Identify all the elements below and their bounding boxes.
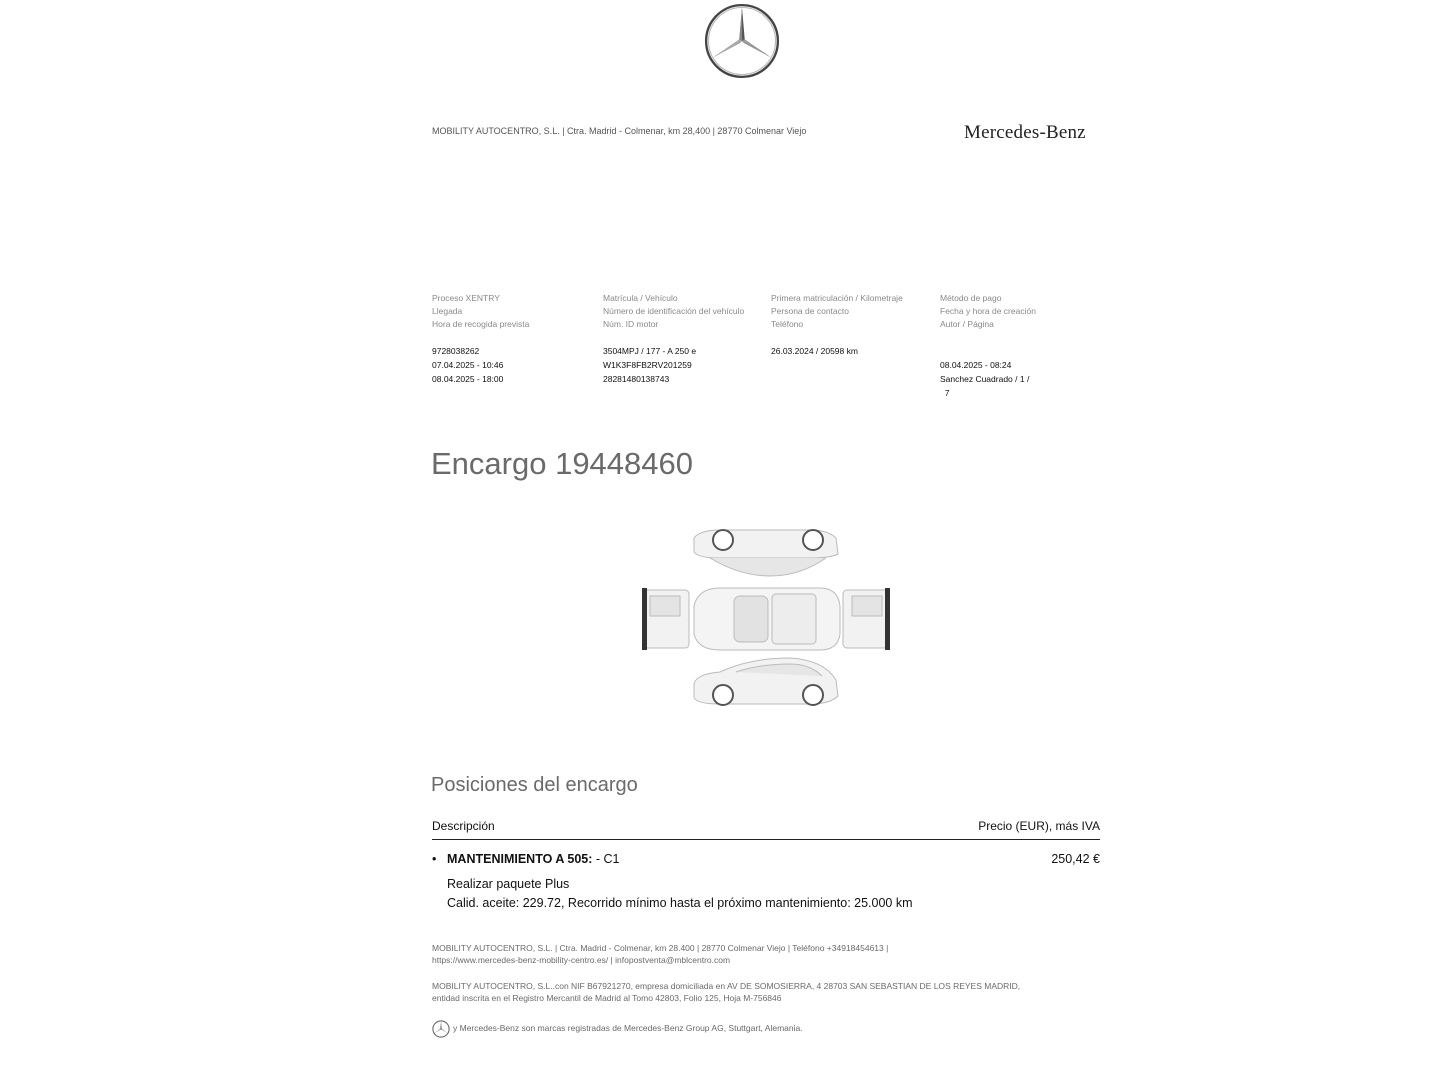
meta-value: 07.04.2025 - 10:46: [432, 360, 504, 370]
meta-column-vehicle: [603, 292, 773, 386]
footer-legal: [432, 981, 1112, 1004]
meta-value: 9728038262: [432, 346, 480, 356]
position-detail: Realizar paquete Plus: [447, 877, 570, 891]
car-side-view-top: [694, 530, 838, 576]
position-code: - C1: [592, 852, 620, 866]
meta-label: Llegada: [432, 306, 463, 316]
footer-trademark: [432, 1020, 1112, 1038]
meta-column-registration: [771, 292, 941, 386]
meta-value: [771, 358, 941, 372]
order-title: Encargo 19448460: [431, 446, 694, 481]
meta-value: 7: [940, 388, 950, 398]
meta-label: Primera matriculación / Kilometraje: [771, 293, 903, 303]
meta-label: Hora de recogida prevista: [432, 319, 530, 329]
position-detail: Calid. aceite: 229.72, Recorrido mínimo hasta el próximo mantenimiento: 25.000 km: [447, 896, 913, 910]
bullet: •: [432, 852, 437, 866]
meta-value: 08.04.2025 - 08:24: [940, 360, 1012, 370]
meta-value: [771, 372, 941, 386]
meta-value: 3504MPJ / 177 - A 250 e: [603, 346, 697, 356]
column-header-description: Descripción: [432, 819, 495, 833]
meta-value: 28281480138743: [603, 374, 670, 384]
mercedes-star-logo: [703, 2, 781, 80]
footer-contact: [432, 943, 1112, 966]
meta-label: Núm. ID motor: [603, 319, 659, 329]
footer-trademark-text: y Mercedes-Benz son marcas registradas de Mercedes-Benz Group AG, Stuttgart, Alemania.: [453, 1023, 803, 1034]
position-price: 250,42 €: [1051, 852, 1100, 866]
header-address: MOBILITY AUTOCENTRO, S.L. | Ctra. Madrid - Colmenar, km 28,400 | 28770 Colmenar Viejo: [432, 126, 807, 136]
meta-value: [940, 344, 1110, 358]
footer-links: https://www.mercedes-benz-mobility-centro.es/ | infopostventa@mblcentro.com: [432, 954, 731, 965]
column-header-price: Precio (EUR), más IVA: [978, 819, 1100, 833]
footer-legal-line: entidad inscrita en el Registro Mercantil de Madrid al Tomo 42803, Folio 125, Hoja M-756846: [432, 992, 782, 1003]
meta-value: Sanchez Cuadrado / 1 /: [940, 374, 1030, 384]
meta-column-payment: [940, 292, 1110, 400]
meta-label: Persona de contacto: [771, 306, 849, 316]
meta-label: Matrícula / Vehículo: [603, 293, 678, 303]
positions-table-header: [432, 817, 1100, 840]
footer-address: MOBILITY AUTOCENTRO, S.L. | Ctra. Madrid - Colmenar, km 28.400 | 28770 Colmenar Viejo | Teléfono +34918454613 |: [432, 943, 889, 953]
car-top-view: [694, 588, 840, 650]
positions-title: Posiciones del encargo: [431, 774, 638, 796]
footer-legal-line: MOBILITY AUTOCENTRO, S.L..con NIF B67921270, empresa domiciliada en AV DE SOMOSIERRA, 4 28703 SAN SEBASTIAN DE LOS REYES MADRID,: [432, 981, 1021, 991]
meta-label: Método de pago: [940, 293, 1002, 303]
car-side-view-bottom: [694, 658, 838, 705]
meta-column-process: [432, 292, 602, 386]
meta-label: Fecha y hora de creación: [940, 306, 1036, 316]
meta-label: Proceso XENTRY: [432, 293, 500, 303]
position-name: [447, 852, 619, 866]
mercedes-star-icon: [432, 1020, 450, 1038]
meta-value: 08.04.2025 - 18:00: [432, 374, 504, 384]
vehicle-diagram: [640, 524, 892, 712]
meta-label: Número de identificación del vehículo: [603, 306, 745, 316]
position-title: MANTENIMIENTO A 505:: [447, 852, 593, 866]
meta-value: W1K3F8FB2RV201259: [603, 360, 692, 370]
brand-wordmark: Mercedes-Benz: [964, 122, 1086, 143]
meta-label: Teléfono: [771, 319, 804, 329]
meta-label: Autor / Página: [940, 319, 994, 329]
meta-value: 26.03.2024 / 20598 km: [771, 346, 858, 356]
car-rear-view: [642, 588, 689, 650]
car-front-view: [843, 588, 890, 650]
